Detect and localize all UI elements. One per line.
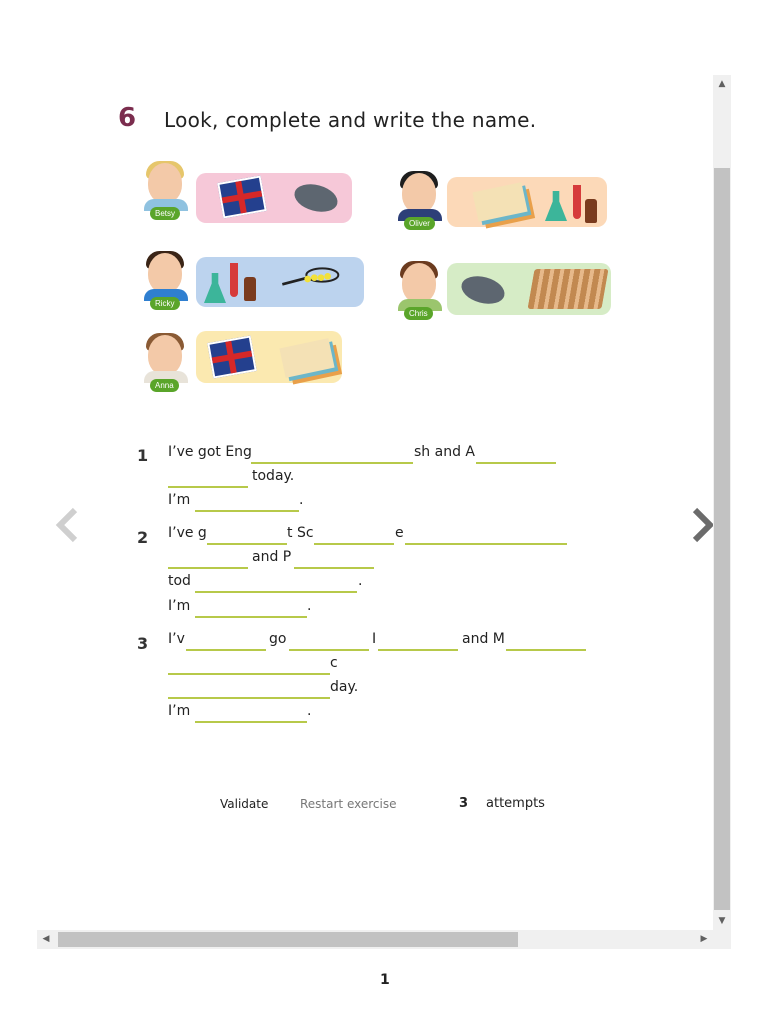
q3-text-3: I bbox=[372, 631, 377, 647]
q1-text-3: today. bbox=[252, 468, 295, 484]
q3-blank-5[interactable] bbox=[168, 673, 330, 675]
science-flask-icon bbox=[204, 273, 226, 303]
q1-text-1: I’ve got Eng bbox=[168, 444, 252, 460]
q2-name-blank[interactable] bbox=[195, 616, 307, 618]
person-anna bbox=[140, 331, 192, 393]
person-ricky bbox=[140, 249, 192, 311]
tennis-racket-icon bbox=[276, 267, 346, 287]
chevron-left-icon[interactable] bbox=[55, 507, 81, 552]
q2-text-4: and P bbox=[252, 549, 292, 565]
q3-blank-6[interactable] bbox=[168, 697, 330, 699]
q3-text-2: go bbox=[269, 631, 287, 647]
art-paper-icon bbox=[472, 182, 527, 222]
oliver-items bbox=[447, 177, 607, 227]
picture-panel bbox=[138, 157, 612, 407]
q3-blank-2[interactable] bbox=[289, 649, 369, 651]
horizontal-scrollbar[interactable] bbox=[37, 930, 713, 949]
scroll-up-arrow-icon[interactable]: ▲ bbox=[718, 79, 726, 89]
q1-blank-1[interactable] bbox=[251, 462, 413, 464]
exercise-title: Look, complete and write the name. bbox=[164, 108, 537, 132]
q2-blank-4[interactable] bbox=[168, 567, 248, 569]
q1-text-5: . bbox=[299, 492, 304, 508]
name-tag-ricky: Ricky bbox=[150, 297, 180, 310]
chemical-bottle-icon bbox=[585, 199, 597, 223]
chemical-bottle-icon bbox=[244, 277, 256, 301]
q1-text-2: sh and A bbox=[414, 444, 475, 460]
q2-text-1: I’ve g bbox=[168, 525, 207, 541]
person-chris bbox=[394, 259, 446, 321]
betsy-items bbox=[196, 173, 352, 223]
chevron-right-icon[interactable] bbox=[689, 507, 713, 552]
computer-mouse-icon bbox=[458, 272, 507, 309]
attempts-count: 3 bbox=[459, 796, 469, 811]
q1-blank-3[interactable] bbox=[168, 486, 248, 488]
q3-text-6: day. bbox=[330, 679, 359, 695]
q3-text-4: and M bbox=[462, 631, 505, 647]
q2-blank-5[interactable] bbox=[294, 567, 374, 569]
scroll-down-arrow-icon[interactable]: ▼ bbox=[718, 916, 726, 926]
q1-name-blank[interactable] bbox=[195, 510, 299, 512]
scroll-right-arrow-icon[interactable]: ▶ bbox=[700, 934, 708, 944]
question-number-3: 3 bbox=[137, 634, 149, 653]
q3-blank-4[interactable] bbox=[506, 649, 586, 651]
q2-blank-3[interactable] bbox=[405, 543, 567, 545]
name-tag-oliver: Oliver bbox=[404, 217, 435, 230]
name-tag-anna: Anna bbox=[150, 379, 179, 392]
q2-blank-6[interactable] bbox=[195, 591, 357, 593]
q3-blank-3[interactable] bbox=[378, 649, 458, 651]
test-tube-icon bbox=[573, 185, 581, 219]
q2-blank-2[interactable] bbox=[314, 543, 394, 545]
art-paper-icon bbox=[279, 338, 334, 378]
attempts-label: attempts bbox=[486, 796, 545, 811]
restart-exercise-button[interactable]: Restart exercise bbox=[300, 797, 397, 811]
q1-blank-2[interactable] bbox=[476, 462, 556, 464]
ricky-items bbox=[196, 257, 364, 307]
science-flask-icon bbox=[545, 191, 567, 221]
q3-name-blank[interactable] bbox=[195, 721, 307, 723]
question-number-1: 1 bbox=[137, 446, 149, 465]
english-book-icon bbox=[207, 335, 257, 378]
horizontal-scroll-thumb[interactable] bbox=[58, 932, 518, 947]
computer-mouse-icon bbox=[291, 180, 340, 217]
scrollbar-corner bbox=[713, 930, 731, 949]
q2-text-5: tod bbox=[168, 573, 191, 589]
test-tube-icon bbox=[230, 263, 238, 297]
q2-text-7: I’m bbox=[168, 598, 191, 614]
name-tag-chris: Chris bbox=[404, 307, 433, 320]
validate-button[interactable]: Validate bbox=[220, 797, 269, 811]
vertical-scroll-thumb[interactable] bbox=[714, 168, 730, 910]
q3-text-5: c bbox=[330, 655, 338, 671]
q2-text-3: e bbox=[395, 525, 404, 541]
english-book-icon bbox=[217, 175, 267, 218]
exercise-number: 6 bbox=[118, 103, 137, 133]
q3-text-1: I’v bbox=[168, 631, 185, 647]
scroll-left-arrow-icon[interactable]: ◀ bbox=[42, 934, 50, 944]
q1-text-4: I’m bbox=[168, 492, 191, 508]
chris-items bbox=[447, 263, 611, 315]
q3-text-7: I’m bbox=[168, 703, 191, 719]
question-number-2: 2 bbox=[137, 528, 149, 547]
anna-items bbox=[196, 331, 342, 383]
name-tag-betsy: Betsy bbox=[150, 207, 180, 220]
q2-text-2: t Sc bbox=[287, 525, 314, 541]
q3-blank-1[interactable] bbox=[186, 649, 266, 651]
person-oliver bbox=[394, 169, 446, 231]
vertical-scrollbar[interactable] bbox=[713, 75, 731, 930]
person-betsy bbox=[140, 159, 192, 221]
page-number: 1 bbox=[380, 972, 390, 988]
exercise-viewport bbox=[37, 75, 713, 930]
xylophone-icon bbox=[527, 269, 608, 309]
q2-text-8: . bbox=[307, 598, 312, 614]
q2-blank-1[interactable] bbox=[207, 543, 287, 545]
q3-text-8: . bbox=[307, 703, 312, 719]
q2-text-6: . bbox=[358, 573, 363, 589]
